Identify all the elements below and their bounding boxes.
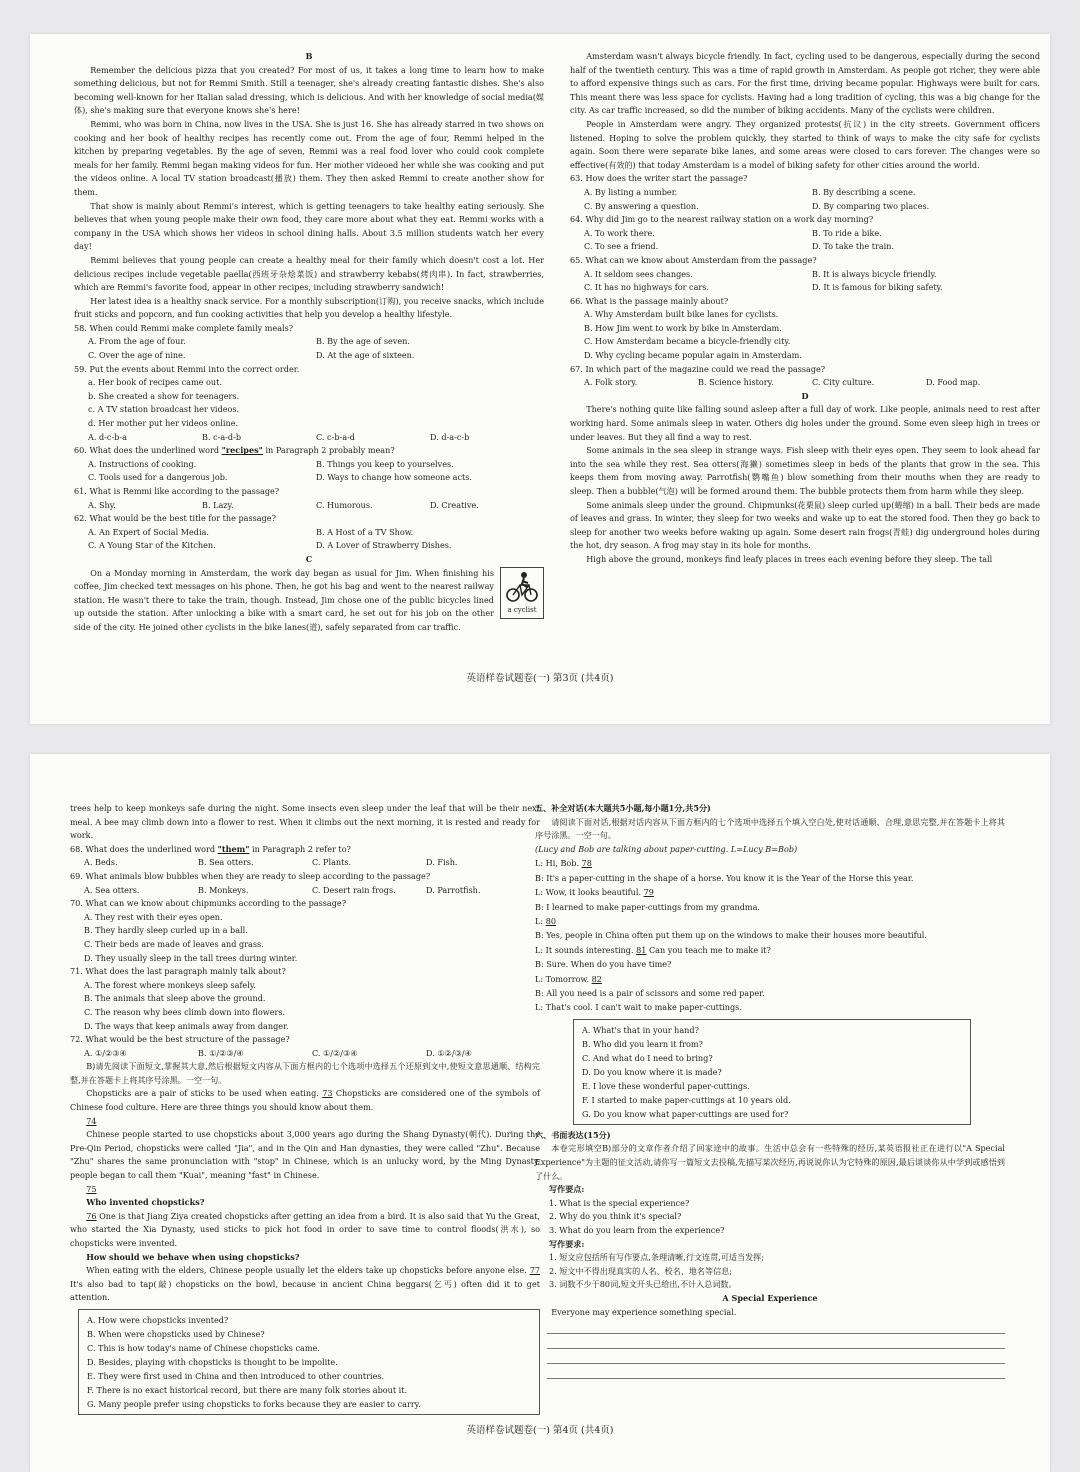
dialog-line: L: Hi, Bob. 78 xyxy=(535,858,592,869)
passage-b-paragraph: Remmi, who was born in China, now lives in the USA. She is just 16. She has already starred in two shows on cooking and her book of healthy recipes has recently come out. From the age of four, Remmi helped in the kitchen by preparing vegetables. By the age of seven, Remmi was a real food lover who could cook complete meals for her family. Remmi began making videos for fun. Her mother videoed her while she was cooking and put the videos online. A local TV station broadcast(播放) them. They then asked Remmi to create another show for them. xyxy=(74,118,544,197)
question-67-stem: 67. In which part of the magazine could we read the passage? xyxy=(570,363,826,374)
option: B. It is always bicycle friendly. xyxy=(812,268,937,279)
question-60-stem xyxy=(74,444,544,458)
passage-c-paragraph: Amsterdam wasn't always bicycle friendly. In fact, cycling used to be dangerous, especially during the second half of the twentieth century. This was a time of rapid growth in Amsterdam. As people got richer, they were able to afford expensive things such as cars. For the first time, driving became popular. Highways were built for cars. This meant there was less space for cyclists. Having had a long tradition of cycling, this was a big change for the city. As car traffic increased, so did the number of biking accidents. Many of the cyclists were children. xyxy=(570,51,1040,116)
option: D. ①②/③/④ xyxy=(426,1047,472,1058)
cyclist-illustration xyxy=(500,567,544,619)
event-item: c. A TV station broadcast her videos. xyxy=(88,404,240,415)
question-72-options xyxy=(70,1047,540,1061)
question-72-stem: 72. What would be the best structure of the passage? xyxy=(70,1034,290,1045)
writing-point: 2. Why do you think it's special? xyxy=(549,1211,682,1222)
exam-page-3 xyxy=(30,34,1050,724)
option: C. Over the age of nine. xyxy=(88,350,186,361)
dialog-line: L: Wow, it looks beautiful. 79 xyxy=(535,887,654,898)
passage-d-continuation: trees help to keep monkeys safe during the night. Some insects even sleep under the leaf that will be their next meal. A bee may climb down into a flower to rest. When it climbs out the next morning, it is rested and ready for work. xyxy=(70,803,540,841)
option: C. The reason why bees climb down into flowers. xyxy=(84,1006,286,1017)
question-62-options xyxy=(74,526,544,553)
option: A. Folk story. xyxy=(584,377,638,388)
option: B. Monkeys. xyxy=(198,884,249,895)
chopsticks-paragraph xyxy=(70,1210,540,1251)
option: A. Instructions of cooking. xyxy=(88,458,197,469)
question-65-stem: 65. What can we know about Amsterdam from the passage? xyxy=(570,254,817,265)
option: A. d-c-b-a xyxy=(88,431,127,442)
question-70-stem: 70. What can we know about chipmunks according to the passage? xyxy=(70,898,347,909)
chopsticks-text: Chopsticks are considered one of the symbols of Chinese food culture. Here are three things you should know about them. xyxy=(70,1088,540,1113)
question-61-options xyxy=(74,499,544,513)
option: D. d-a-c-b xyxy=(430,431,470,442)
option: G. Do you know what paper-cuttings are used for? xyxy=(582,1108,789,1119)
question-68-stem xyxy=(70,843,540,857)
stem-text: in Paragraph 2 probably mean? xyxy=(262,445,395,456)
question-59-stem: 59. Put the events about Remmi into the correct order. xyxy=(74,363,300,374)
event-item: a. Her book of recipes came out. xyxy=(88,377,222,388)
passage-d-paragraph: There's nothing quite like falling sound asleep after a full day of work. Like people, animals need to rest after working hard. Some animals sleep in water. Others dig holes under the ground. Some even sleep high in trees or under leaves. But they all find a way to rest. xyxy=(570,404,1040,442)
option: D. Food map. xyxy=(926,377,981,388)
question-61-stem: 61. What is Remmi like according to the passage? xyxy=(74,486,280,496)
dialog-line: B: I learned to make paper-cuttings from my grandma. xyxy=(535,901,761,912)
passage-c-paragraph: On a Monday morning in Amsterdam, the work day began as usual for Jim. When finishing his coffee, Jim checked text messages on his phone. Then, he got his bag and went to the nearest railway station. He wasn't there to take the train, though. Instead, Jim chose one of the public bicycles lined up outside the station. After unlocking a bike with a smart card, he set out for his job on the other side of the city. He joined other cyclists in the bike lanes(道), safely separated from car traffic. xyxy=(74,567,494,632)
event-item: d. Her mother put her videos online. xyxy=(88,418,239,429)
dialog-line: L: It sounds interesting. 81 Can you teach me to make it? xyxy=(535,944,771,955)
passage-c-title: C xyxy=(305,553,313,564)
option: F. I started to make paper-cuttings at 10 years old. xyxy=(582,1094,791,1105)
option: D. At the age of sixteen. xyxy=(316,350,415,361)
chopsticks-heading: How should we behave when using chopsticks? xyxy=(86,1251,300,1262)
question-66-stem: 66. What is the passage mainly about? xyxy=(570,295,729,306)
option: B. The animals that sleep above the ground. xyxy=(84,993,266,1004)
chopsticks-paragraph xyxy=(70,1087,540,1114)
option: B. To ride a bike. xyxy=(812,227,882,238)
passage-b-title: B xyxy=(305,51,313,61)
option: D. It is famous for biking safety. xyxy=(812,282,943,293)
option: A. Sea otters. xyxy=(84,884,140,895)
question-70-options xyxy=(70,911,540,965)
cyclist-icon xyxy=(505,570,539,604)
dialog-options-box xyxy=(573,1019,971,1125)
question-69-options xyxy=(70,884,540,898)
blank-80: 80 xyxy=(545,916,556,926)
blank-78: 78 xyxy=(581,858,592,869)
question-71-stem: 71. What does the last paragraph mainly talk about? xyxy=(70,966,286,977)
chopsticks-paragraph xyxy=(70,1264,540,1305)
section-6-instructions: 本卷完形填空B)部分的文章作者介绍了回家途中的故事。生活中总会有一些特殊的经历,某英语报社正在进行以"A Special Experience"为主题的征文活动,请你写一篇短文去投稿,先描写某次经历,再说说你认为它特殊的原因,最后谈谈你从中学到或感悟到了什么。 xyxy=(535,1143,1005,1181)
option: C. By answering a question. xyxy=(584,200,699,211)
page4-left-column xyxy=(70,802,540,1419)
option: A. The forest where monkeys sleep safely. xyxy=(84,979,256,990)
answer-line[interactable] xyxy=(547,1349,1005,1364)
blank-74: 74 xyxy=(86,1115,97,1126)
blank-76: 76 xyxy=(86,1210,97,1221)
dialog-setting: (Lucy and Bob are talking about paper-cutting. L=Lucy B=Bob) xyxy=(535,843,798,854)
underlined-word: "them" xyxy=(217,843,250,854)
option: C. Desert rain frogs. xyxy=(312,884,396,895)
dialog-line: L: That's cool. I can't wait to make paper-cuttings. xyxy=(535,1002,742,1013)
writing-requirement: 1. 短文应包括所有写作要点,条理清晰,行文连贯,可适当发挥; xyxy=(549,1252,764,1263)
question-67-options xyxy=(570,376,1040,390)
option: A. Why Amsterdam built bike lanes for cyclists. xyxy=(584,309,779,320)
dialog-line: L: 80 xyxy=(535,916,556,926)
chopsticks-text: Chopsticks are a pair of sticks to be used when eating. xyxy=(86,1088,323,1099)
option: E. I love these wonderful paper-cuttings. xyxy=(582,1080,750,1091)
option: D. Parrotfish. xyxy=(426,884,481,895)
option: C. Humorous. xyxy=(316,499,373,510)
chopsticks-text: When eating with the elders, Chinese people usually let the elders take up chopsticks before anyone else. xyxy=(86,1265,530,1276)
section-6-title: 六、书面表达(15分) xyxy=(535,1129,611,1140)
passage-c-paragraph: People in Amsterdam were angry. They organized protests(抗议) in the city streets. Government officers listened. Hoping to solve the problem quickly, they started to think of ways to make the city safe for cyclists again. Soon there were separate bike lanes, and some areas were closed to cars forever. The changes were so effective(有效的) that today Amsterdam is a model of biking safety for other cities around the world. xyxy=(570,118,1040,170)
question-65-options xyxy=(570,268,1040,295)
option: C. How Amsterdam became a bicycle-friendly city. xyxy=(584,336,791,347)
stem-text: 60. What does the underlined word xyxy=(74,445,222,456)
option: C. And what do I need to bring? xyxy=(582,1052,713,1063)
option: C. This is how today's name of Chinese chopsticks came. xyxy=(87,1342,320,1353)
option: D. Besides, playing with chopsticks is thought to be impolite. xyxy=(87,1356,338,1367)
cyclist-caption: a cyclist xyxy=(507,605,537,614)
option: B. Who did you learn it from? xyxy=(582,1038,703,1049)
blank-79: 79 xyxy=(643,887,654,898)
chopsticks-text: One is that Jiang Ziya created chopsticks after getting an idea from a bird. It is also said that Yu the Great, who started the Xia Dynasty, used sticks to pick hot food in order to save time to control floods(洪水), so chopsticks were invented. xyxy=(70,1210,540,1248)
option: B. They hardly sleep curled up in a ball. xyxy=(84,925,248,936)
question-62-stem: 62. What would be the best title for the passage? xyxy=(74,513,276,524)
section-b-instructions: B)请先阅读下面短文,掌握其大意,然后根据短文内容从下面方框内的七个选项中选择五个还原到文中,使短文意思通顺、结构完整,并在答题卡上将其序号涂黑。一空一句。 xyxy=(70,1061,540,1085)
option: A. From the age of four. xyxy=(88,336,186,347)
dialog-line: B: Sure. When do you have time? xyxy=(535,959,672,970)
option: B. Sea otters. xyxy=(198,857,254,868)
page-footer: 英语样卷试题卷(一) 第4页 (共4页) xyxy=(466,1425,614,1436)
chopsticks-paragraph: Chinese people started to use chopsticks about 3,000 years ago during the Shang Dynasty(朝代). During the Pre-Qin Period, chopsticks were called "Jia", and in the Qin and Han dynasties, they were called "Zhu". Because "Zhu" shares the same pronunciation with "stop" in Chinese, which is an unlucky word, by the Ming Dynasty, people began to call them "Kuai", meaning "fast" in Chinese. xyxy=(70,1129,540,1181)
option: B. By describing a scene. xyxy=(812,186,916,197)
option: A. They rest with their eyes open. xyxy=(84,911,223,922)
writing-requirements-title: 写作要求: xyxy=(549,1238,585,1249)
option: A. Beds. xyxy=(84,857,118,868)
option: D. A Lover of Strawberry Dishes. xyxy=(316,540,452,551)
event-item: b. She created a show for teenagers. xyxy=(88,390,240,401)
option: D. Creative. xyxy=(430,499,479,510)
option: A. What's that in your hand? xyxy=(582,1024,699,1035)
question-58-stem: 58. When could Remmi make complete family meals? xyxy=(74,322,294,333)
dialog-line: B: All you need is a pair of scissors and some red paper. xyxy=(535,988,765,999)
option: A. Shy. xyxy=(88,499,116,510)
passage-b-paragraph: Remmi believes that young people can create a healthy meal for their family which doesn't cost a lot. Her delicious recipes include vegetable paella(西班牙杂烩菜饭) and strawberry kebabs(烤肉串). In fact, strawberries, which are Remmi's favorite food, appear in other recipes, including strawberry sandwich! xyxy=(74,254,544,293)
option: D. Ways to change how someone acts. xyxy=(316,472,472,483)
question-69-stem: 69. What animals blow bubbles when they are ready to sleep according to the passage? xyxy=(70,870,431,881)
dialog xyxy=(535,856,1005,1014)
option: B. Lazy. xyxy=(202,499,234,510)
writing-points xyxy=(535,1197,1005,1238)
writing-requirement: 3. 词数不少于80词,短文开头已给出,不计入总词数。 xyxy=(549,1279,737,1290)
option: C. A Young Star of the Kitchen. xyxy=(88,540,216,551)
option: C. Plants. xyxy=(312,857,352,868)
question-59-events xyxy=(74,376,544,430)
answer-line[interactable] xyxy=(547,1319,1005,1334)
option: A. By listing a number. xyxy=(584,186,678,197)
option: G. Many people prefer using chopsticks to forks because they are easier to carry. xyxy=(87,1398,421,1409)
chopsticks-options-box xyxy=(78,1309,540,1415)
option: B. How Jim went to work by bike in Amsterdam. xyxy=(584,322,782,333)
exam-page-4 xyxy=(30,754,1050,1472)
option: D. They usually sleep in the tall trees during winter. xyxy=(84,952,298,963)
option: C. ①/②/③④ xyxy=(312,1047,358,1058)
option: A. It seldom sees changes. xyxy=(584,268,693,279)
blank-77: 77 xyxy=(529,1265,540,1276)
writing-points-title: 写作要点: xyxy=(549,1184,585,1195)
section-5-title: 五、补全对话(本大题共5小题,每小题1分,共5分) xyxy=(535,803,711,813)
passage-d-title: D xyxy=(801,390,809,401)
question-64-stem: 64. Why did Jim go to the nearest railway station on a work day morning? xyxy=(570,214,874,225)
passage-d-paragraph: High above the ground, monkeys find leafy places in trees each evening before they sleep. The tall xyxy=(586,553,993,564)
passage-b-paragraph: Remember the delicious pizza that you created? For most of us, it takes a long time to learn how to make something delicious, but not for Remmi Smith. Still a teenager, she's already creating fantastic dishes. She's also becoming well-known for her Italian salad dressing, which is delicious. And with her knowledge of social media(媒体), she's making sure that everyone knows she's here! xyxy=(74,64,544,116)
blank-75: 75 xyxy=(86,1183,97,1194)
option: C. Tools used for a dangerous job. xyxy=(88,472,228,483)
option: C. City culture. xyxy=(812,377,875,388)
passage-b-paragraph: Her latest idea is a healthy snack service. For a monthly subscription(订购), you receive snacks, which include fruit sticks and popcorn, and fun cooking activities that help you develop a healthy lifestyle. xyxy=(74,295,544,320)
option: A. To work there. xyxy=(584,227,655,238)
answer-line[interactable] xyxy=(547,1334,1005,1349)
question-71-options xyxy=(70,979,540,1033)
stem-text: 68. What does the underlined word xyxy=(70,843,218,854)
option: F. There is no exact historical record, but there are many folk stories about it. xyxy=(87,1384,408,1395)
passage-d-paragraph: Some animals sleep under the ground. Chipmunks(花栗鼠) sleep curled up(蜷缩) in a ball. Their beds are made of leaves and grass. In winter, they sleep for two weeks and wake up to eat the stored food. Then they go back to sleep for another two weeks before waking up again. Some desert rain frogs(青蛙) dig underground holes during the hot, dry season. A frog may stay in its hole for months. xyxy=(570,499,1040,551)
blank-73: 73 xyxy=(322,1088,333,1099)
question-63-stem: 63. How does the writer start the passage? xyxy=(570,173,748,184)
option: B. c-a-d-b xyxy=(202,431,242,442)
option: B. ①/②③/④ xyxy=(198,1047,244,1058)
underlined-word: "recipes" xyxy=(221,445,263,456)
option: C. It has no highways for cars. xyxy=(584,282,710,293)
dialog-line: B: Yes, people in China often put them up on the windows to make their houses more beautiful. xyxy=(535,930,927,941)
option: B. By the age of seven. xyxy=(316,336,410,347)
essay-opening: Everyone may experience something special. xyxy=(551,1306,737,1317)
blank-82: 82 xyxy=(591,973,602,984)
question-64-options xyxy=(570,227,1040,254)
option: D. Why cycling became popular again in Amsterdam. xyxy=(584,350,802,361)
page3-left-column xyxy=(74,50,544,635)
question-58-options xyxy=(74,335,544,362)
option: D. By comparing two places. xyxy=(812,200,930,211)
question-63-options xyxy=(570,186,1040,213)
option: A. An Expert of Social Media. xyxy=(88,526,209,537)
answer-line[interactable] xyxy=(547,1364,1005,1379)
option: C. Their beds are made of leaves and grass. xyxy=(84,938,264,949)
option: D. To take the train. xyxy=(812,241,895,252)
page3-right-column xyxy=(570,50,1040,567)
passage-b-paragraph: That show is mainly about Remmi's interest, which is getting teenagers to take healthy eating seriously. She believes that when young people make their own food, they care more about what they eat. Remmi works with a company in the USA which shows her videos in school dining halls. About 3.5 million students watch her every day! xyxy=(74,200,544,252)
blank-81: 81 xyxy=(636,944,647,955)
option: D. Do you know where it is made? xyxy=(582,1066,722,1077)
option: C. To see a friend. xyxy=(584,241,659,252)
option: E. They were first used in China and then introduced to other countries. xyxy=(87,1370,385,1381)
writing-requirement: 2. 短文中不得出现真实的人名、校名、地名等信息; xyxy=(549,1265,732,1276)
option: B. A Host of a TV Show. xyxy=(316,526,414,537)
option: A. ①/②③④ xyxy=(84,1047,127,1058)
page-footer: 英语样卷试题卷(一) 第3页 (共4页) xyxy=(466,673,614,684)
option: B. Things you keep to yourselves. xyxy=(316,458,454,469)
chopsticks-text: It's also bad to tap(敲) chopsticks on the bowl, because in ancient China beggars(乞丐) often did it to get attention. xyxy=(70,1278,540,1303)
question-66-options xyxy=(570,308,1040,362)
dialog-line: L: Tomorrow. 82 xyxy=(535,973,602,984)
stem-text: in Paragraph 2 refer to? xyxy=(249,843,351,854)
writing-point: 3. What do you learn from the experience? xyxy=(549,1225,725,1235)
option: C. c-b-a-d xyxy=(316,431,355,442)
writing-requirements xyxy=(535,1251,1005,1292)
option: B. When were chopsticks used by Chinese? xyxy=(87,1328,265,1339)
option: B. Science history. xyxy=(698,377,774,388)
chopsticks-heading: Who invented chopsticks? xyxy=(86,1197,205,1208)
option: D. The ways that keep animals away from danger. xyxy=(84,1020,289,1031)
option: A. How were chopsticks invented? xyxy=(87,1314,229,1325)
writing-point: 1. What is the special experience? xyxy=(549,1197,690,1208)
question-60-options xyxy=(74,458,544,485)
section-5-instructions: 请阅读下面对话,根据对话内容从下面方框内的七个选项中选择五个填入空白处,使对话通顺、合理,意思完整,并在答题卡上将其序号涂黑。一空一句。 xyxy=(535,816,1005,841)
essay-title: A Special Experience xyxy=(722,1292,818,1303)
option: D. Fish. xyxy=(426,857,458,868)
question-59-options xyxy=(74,431,544,445)
dialog-line: B: It's a paper-cutting in the shape of a horse. You know it is the Year of the Horse this year. xyxy=(535,872,914,883)
page4-right-column xyxy=(535,802,1005,1379)
question-68-options xyxy=(70,856,540,870)
passage-d-paragraph: Some animals in the sea sleep in strange ways. Fish sleep with their eyes open. They seem to look ahead far into the sea while they rest. Sea otters(海獭) sometimes sleep in beds of the plants that grow in the sea. This keeps them from moving away. Parrotfish(鹦嘴鱼) blow something from their mouths when they are ready to sleep. Then a bubble(气泡) will be formed around them. The bubble protects them from harm while they sleep. xyxy=(570,445,1040,496)
